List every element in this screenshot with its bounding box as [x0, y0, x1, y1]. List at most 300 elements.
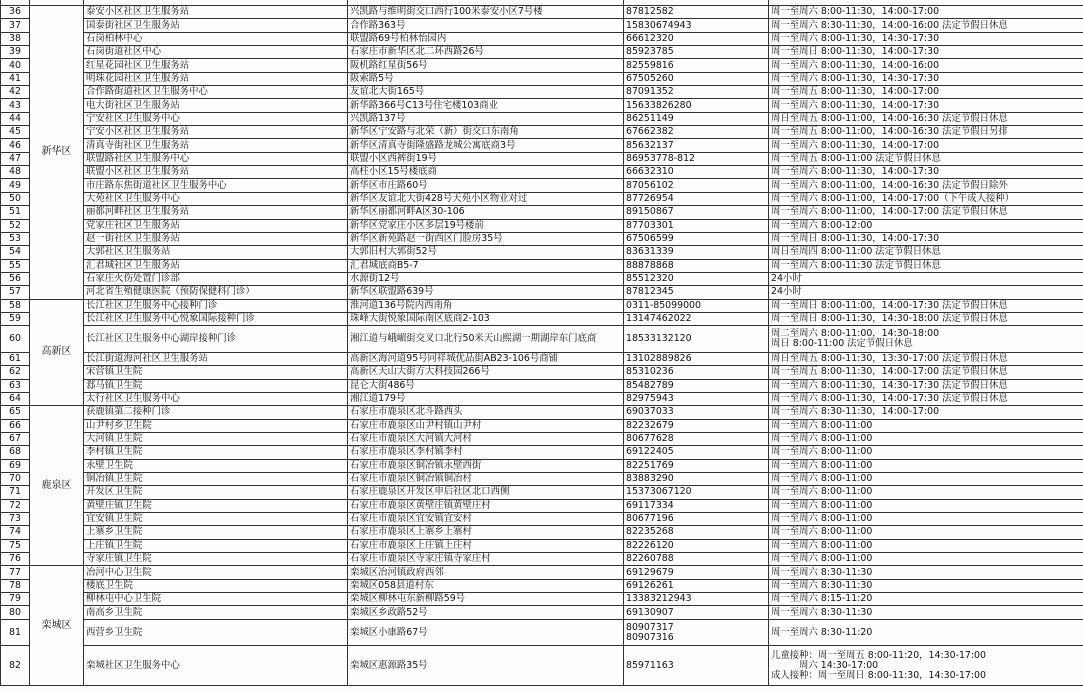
cell-phone: [624, 606, 769, 619]
phone-line: 86953778-812: [626, 152, 695, 164]
phone-line: 89150867: [626, 206, 674, 218]
table-row: [1, 566, 1083, 579]
cell-address: 新华区党家庄小区多层19号楼前: [348, 219, 624, 232]
hours-line: 周一至周六 8:00-11:00: [771, 513, 873, 525]
hours-line: 周一至周六 8:00-11:00: [771, 499, 873, 511]
phone-line: 80907316: [626, 631, 674, 643]
cell-name: 宜安镇卫生院: [84, 512, 348, 525]
cell-no: 68: [1, 446, 30, 459]
cell-no: 55: [1, 259, 30, 272]
cell-no: 65: [1, 406, 30, 419]
cell-phone: [624, 19, 769, 32]
cell-name: 宁安社区卫生服务中心: [84, 112, 348, 125]
cell-no: 61: [1, 352, 30, 365]
cell-address: 高新区海河道95号同祥城优品街AB23-106号商铺: [348, 352, 624, 365]
hours-line: 周一至周六 8:00-11:30，14:00-17:00: [771, 139, 940, 151]
cell-no: 72: [1, 499, 30, 512]
table-row: [1, 432, 1083, 445]
hours-line: 周一至周六 8:00-11:30，14:00-17:00: [771, 6, 940, 18]
cell-name: 石岗柏林中心: [84, 32, 348, 45]
cell-name: 长江社区卫生服务中心湖岸接种门诊: [84, 326, 348, 353]
cell-hours: [769, 72, 1083, 85]
cell-address: 新华区联盟路639号: [348, 286, 624, 299]
hours-line: 周日 8:00-11:00 法定节假日休息: [771, 338, 913, 350]
cell-no: 64: [1, 392, 30, 405]
cell-name: 宁安小区社区卫生服务站: [84, 126, 348, 139]
cell-name: 丽都河畔社区卫生服务站: [84, 206, 348, 219]
phone-line: 80907317: [626, 621, 674, 633]
cell-phone: [624, 179, 769, 192]
cell-hours: [769, 606, 1083, 619]
table-body: [1, 0, 1083, 686]
phone-line: 87812582: [626, 6, 674, 18]
hours-line: 周一至周六 8:00-11:00: [771, 459, 873, 471]
cell-no: 70: [1, 472, 30, 485]
hours-line: 24小时: [771, 286, 802, 298]
cell-name: 大苑社区卫生服务中心: [84, 192, 348, 205]
table-row: [1, 553, 1083, 566]
cell-no: 50: [1, 192, 30, 205]
cell-name: 寺家庄镇卫生院: [84, 553, 348, 566]
phone-line: 80677196: [626, 513, 674, 525]
cell-address: 新华区清真寺街隆盛路龙城公寓底商3号: [348, 139, 624, 152]
table-row: [1, 472, 1083, 485]
cell-no: 67: [1, 432, 30, 445]
cell-name: 长江街道海河社区卫生服务站: [84, 352, 348, 365]
table-row: [1, 179, 1083, 192]
cell-no: 74: [1, 526, 30, 539]
table-row: [1, 579, 1083, 592]
cell-hours: [769, 392, 1083, 405]
phone-line: 85632137: [626, 139, 674, 151]
cell-phone: [624, 646, 769, 686]
table-row: [1, 152, 1083, 165]
cell-phone: [624, 392, 769, 405]
cell-address: 联盟小区西裤街19号: [348, 152, 624, 165]
cell-hours: [769, 246, 1083, 259]
cell-name: 铜冶镇卫生院: [84, 472, 348, 485]
table-row: [1, 646, 1083, 686]
phone-line: 83631339: [626, 246, 674, 258]
hours-line: 周一至周日 8:00-11:00，14:00-17:30 法定节假日休息: [771, 299, 1008, 311]
phone-line: 87703301: [626, 219, 674, 231]
cell-name: 黄壁庄镇卫生院: [84, 499, 348, 512]
hours-line: 周日至周四 8:00-11:00 法定节假日休息: [771, 246, 941, 258]
cell-phone: [624, 32, 769, 45]
cell-address: 水源街12号: [348, 272, 624, 285]
cell-no: 58: [1, 299, 30, 312]
cell-hours: [769, 512, 1083, 525]
cell-phone: [624, 593, 769, 606]
cell-hours: [769, 192, 1083, 205]
cell-no: 42: [1, 86, 30, 99]
cell-hours: [769, 259, 1083, 272]
phone-line: 82260788: [626, 553, 674, 565]
cell-name: 宋营镇卫生院: [84, 366, 348, 379]
hours-line: 周一至周日 8:00-11:30，14:30-18:00 法定节假日休息: [771, 313, 1008, 325]
cell-name: 联盟路社区卫生服务中心: [84, 152, 348, 165]
table-row: [1, 139, 1083, 152]
cell-no: 75: [1, 539, 30, 552]
hours-line: 周一至周六 8:15-11:20: [771, 593, 873, 605]
table-row: [1, 192, 1083, 205]
cell-hours: [769, 272, 1083, 285]
cell-address: 栾城区乡政路52号: [348, 606, 624, 619]
phone-line: 88878868: [626, 259, 674, 271]
hours-line: 周一至周五 8:00-11:30，14:00-17:00 法定节假日休息: [771, 366, 1008, 378]
table-row: [1, 219, 1083, 232]
cell-phone: [624, 526, 769, 539]
phone-line: 85971163: [626, 659, 674, 671]
cell-phone: [624, 566, 769, 579]
hours-line: 周一至周五 8:00-11:30，14:00-17:00: [771, 86, 940, 98]
hours-line: 周日至周五 8:00-11:30，13:30-17:00 法定节假日休息: [771, 353, 1008, 365]
cell-hours: [769, 446, 1083, 459]
cell-phone: [624, 406, 769, 419]
cell-phone: [624, 259, 769, 272]
cell-no: 54: [1, 246, 30, 259]
table-row: [1, 59, 1083, 72]
table-row: [1, 272, 1083, 285]
hours-line: 周一至周六 8:30-11:30: [771, 579, 873, 591]
cell-name: 太行社区卫生服务中心: [84, 392, 348, 405]
cell-name: 赵一街社区卫生服务站: [84, 232, 348, 245]
phone-line: 82235268: [626, 526, 674, 538]
phone-line: 83883290: [626, 473, 674, 485]
cell-phone: [624, 512, 769, 525]
hours-line: 周一至周六 8:30-11:20: [771, 626, 873, 638]
cell-no: 57: [1, 286, 30, 299]
phone-line: 80677628: [626, 433, 674, 445]
cell-no: 62: [1, 366, 30, 379]
cell-address: 石家庄市鹿泉区北斗路西头: [348, 406, 624, 419]
cell-phone: [624, 219, 769, 232]
cell-address: 新华区友谊北大街428号天苑小区物业对过: [348, 192, 624, 205]
hours-line: 周一至周六 8:00-11:30，14:30-17:30: [771, 32, 940, 44]
phone-line: 66632310: [626, 166, 674, 178]
cell-no: 40: [1, 59, 30, 72]
cell-no: 76: [1, 553, 30, 566]
cell-hours: [769, 126, 1083, 139]
cell-hours: [769, 646, 1083, 686]
phone-line: 67662382: [626, 126, 674, 138]
cell-name: 郄马镇卫生院: [84, 379, 348, 392]
cell-name: 柳林屯中心卫生院: [84, 593, 348, 606]
cell-no: 45: [1, 126, 30, 139]
phone-line: 15830674943: [626, 19, 692, 31]
cell-no: 77: [1, 566, 30, 579]
cell-name: 明珠花园社区卫生服务站: [84, 72, 348, 85]
phone-line: 18533132120: [626, 333, 692, 345]
cell-name: 上庄镇卫生院: [84, 539, 348, 552]
district-name-cell: 新华区: [30, 6, 84, 300]
cell-address: 石家庄市鹿泉区上庄镇上庄村: [348, 539, 624, 552]
table-row: [1, 419, 1083, 432]
cell-hours: [769, 152, 1083, 165]
cell-address: 联盟路69号柏林怡园内: [348, 32, 624, 45]
cell-hours: [769, 206, 1083, 219]
phone-line: 82232679: [626, 419, 674, 431]
cell-address: 合作路363号: [348, 19, 624, 32]
table-row: [1, 206, 1083, 219]
table-row: [1, 619, 1083, 646]
table-row: [1, 526, 1083, 539]
cell-phone: [624, 246, 769, 259]
table-row: [1, 19, 1083, 32]
table-row: [1, 46, 1083, 59]
cell-hours: [769, 593, 1083, 606]
hours-line: 周一至周六 8:00-11:00，14:00-17:00 法定节假日休息: [771, 206, 1008, 218]
table-row: [1, 72, 1083, 85]
cell-no: 73: [1, 512, 30, 525]
cell-address: 高新区天山大街方大科技园266号: [348, 366, 624, 379]
hours-line: 周一至周六 8:00-11:30，14:00-17:30: [771, 99, 940, 111]
cell-phone: [624, 326, 769, 353]
cell-phone: [624, 312, 769, 325]
table-row: [1, 459, 1083, 472]
phone-line: 86251149: [626, 112, 674, 124]
cell-phone: [624, 432, 769, 445]
cell-phone: [624, 352, 769, 365]
phone-line: 66612320: [626, 32, 674, 44]
cell-no: 60: [1, 326, 30, 353]
cell-name: 清真寺街社区卫生服务站: [84, 139, 348, 152]
cell-phone: [624, 206, 769, 219]
hours-line: 周一至周六 8:00-11:00: [771, 553, 873, 565]
table-row: [1, 326, 1083, 353]
cell-no: 39: [1, 46, 30, 59]
cell-phone: [624, 192, 769, 205]
cell-address: 新华区宁安路与北荣（新）街交口东南角: [348, 126, 624, 139]
cell-name: 永壁卫生院: [84, 459, 348, 472]
phone-line: 15633826280: [626, 99, 692, 111]
table-row: [1, 606, 1083, 619]
cell-hours: [769, 566, 1083, 579]
hours-line: 周日至周五 8:00-11:00，14:00-16:30 法定节假日休息: [771, 112, 1008, 124]
hours-line: 周一至周六 8:30-11:30: [771, 566, 873, 578]
cell-no: 43: [1, 99, 30, 112]
phone-line: 69117334: [626, 499, 674, 511]
cell-no: 82: [1, 646, 30, 686]
cell-no: 66: [1, 419, 30, 432]
phone-line: 13383212943: [626, 593, 692, 605]
cell-name: 南高乡卫生院: [84, 606, 348, 619]
cell-address: 珠峰大街悦象国际南区底商2-103: [348, 312, 624, 325]
cell-name: 长江社区卫生服务中心悦象国际接种门诊: [84, 312, 348, 325]
cell-hours: [769, 166, 1083, 179]
cell-address: 新华区市庄路60号: [348, 179, 624, 192]
cell-phone: [624, 86, 769, 99]
cell-address: 石家庄市鹿泉区宜安镇宜安村: [348, 512, 624, 525]
hours-line: 周六 14:30-17:00: [799, 659, 879, 671]
hours-line: 周一至周六 8:00-11:00: [771, 446, 873, 458]
cell-phone: [624, 152, 769, 165]
cell-hours: [769, 86, 1083, 99]
cell-hours: [769, 486, 1083, 499]
cell-hours: [769, 619, 1083, 646]
cell-address: 栾城区小康路67号: [348, 619, 624, 646]
hours-line: 周一至周六 8:00-11:30 法定节假日休息: [771, 259, 941, 271]
cell-hours: [769, 99, 1083, 112]
cell-hours: [769, 219, 1083, 232]
cell-no: 51: [1, 206, 30, 219]
cell-name: 大郭社区卫生服务站: [84, 246, 348, 259]
cell-phone: [624, 499, 769, 512]
cell-hours: [769, 19, 1083, 32]
cell-name: 长江社区卫生服务中心接种门诊: [84, 299, 348, 312]
phone-line: 85310236: [626, 366, 674, 378]
cell-name: 汇君城社区卫生服务站: [84, 259, 348, 272]
cell-phone: [624, 112, 769, 125]
hours-line: 周一至周六 8:00-11:30，14:00-17:30 法定节假日休息: [771, 393, 1008, 405]
cell-name: 山尹村乡卫生院: [84, 419, 348, 432]
cell-phone: [624, 99, 769, 112]
phone-line: 69126261: [626, 579, 674, 591]
cell-address: 友谊北大街165号: [348, 86, 624, 99]
cell-phone: [624, 139, 769, 152]
cell-address: 石家庄市鹿泉区上寨乡上寨村: [348, 526, 624, 539]
cell-address: 石家庄市鹿泉区黄壁庄镇黄壁庄村: [348, 499, 624, 512]
cell-name: 西营乡卫生院: [84, 619, 348, 646]
cell-hours: [769, 59, 1083, 72]
cell-no: 56: [1, 272, 30, 285]
phone-line: 82975943: [626, 393, 674, 405]
cell-hours: [769, 459, 1083, 472]
table-row: [1, 99, 1083, 112]
cell-phone: [624, 232, 769, 245]
district-name-cell: 高新区: [30, 299, 84, 406]
cell-address: 汇君城底商B5-7: [348, 259, 624, 272]
phone-line: 87056102: [626, 179, 674, 191]
cell-name: 大河镇卫生院: [84, 432, 348, 445]
cell-name: 获鹿镇第二接种门诊: [84, 406, 348, 419]
phone-line: 87091352: [626, 86, 674, 98]
cell-name: 电大街社区卫生服务站: [84, 99, 348, 112]
cell-hours: [769, 352, 1083, 365]
cell-name: 合作路街道社区卫生服务中心: [84, 86, 348, 99]
cell-address: 阪索路5号: [348, 72, 624, 85]
cell-phone: [624, 166, 769, 179]
cell-hours: [769, 539, 1083, 552]
hours-line: 周一至周六 8:00-11:00: [771, 473, 873, 485]
cell-hours: [769, 379, 1083, 392]
cell-address: 淮河道136号院内西南角: [348, 299, 624, 312]
table-row: [1, 286, 1083, 299]
phone-line: 67506599: [626, 233, 674, 245]
cell-hours: [769, 326, 1083, 353]
cell-address: 栾城区柳林屯东新柳路59号: [348, 593, 624, 606]
hours-line: 周一至周六 8:00-11:30，14:00-17:30: [771, 166, 940, 178]
phone-line: 82559816: [626, 59, 674, 71]
cell-name: 石岗街道社区中心: [84, 46, 348, 59]
phone-line: 13147462022: [626, 313, 692, 325]
cell-phone: [624, 46, 769, 59]
cell-name: 泰安小区社区卫生服务站: [84, 6, 348, 19]
cell-no: 78: [1, 579, 30, 592]
hours-line: 成人接种：周一至周日 8:00-11:30，14:30-17:00: [771, 669, 986, 681]
phone-line: 69037033: [626, 406, 674, 418]
hours-line: 24小时: [771, 273, 802, 285]
hours-line: 周一至周六 8:00-11:00，14:00-17:00（下午成人接种）: [771, 192, 1015, 204]
cell-hours: [769, 312, 1083, 325]
cell-name: 联盟小区社区卫生服务站: [84, 166, 348, 179]
cell-address: 昆仑大街486号: [348, 379, 624, 392]
cell-no: 46: [1, 139, 30, 152]
phone-line: 85923785: [626, 46, 674, 58]
cell-no: 41: [1, 72, 30, 85]
table-row: [1, 352, 1083, 365]
hours-line: 周一至周六 8:00-11:00，14:00-16:30 法定节假日除外: [771, 179, 1008, 191]
table-row: [1, 366, 1083, 379]
cell-no: 44: [1, 112, 30, 125]
cell-hours: [769, 32, 1083, 45]
cell-phone: [624, 59, 769, 72]
cell-address: 栾城区058县道村东: [348, 579, 624, 592]
cell-name: 河北省生殖健康医院（预防保健科门诊）: [84, 286, 348, 299]
cell-address: 石家庄市新华区北二环西路26号: [348, 46, 624, 59]
cell-address: 石家庄鹿泉区开发区申后社区北口西侧: [348, 486, 624, 499]
cell-address: 石家庄市鹿泉区铜冶镇永壁西街: [348, 459, 624, 472]
hours-line: 周一至周六 8:30-11:30，14:00-16:00 法定节假日休息: [771, 19, 1008, 31]
table-row: [1, 499, 1083, 512]
cell-phone: [624, 299, 769, 312]
phone-line: 0311-85099000: [626, 299, 701, 311]
cell-address: 石家庄市鹿泉区寺家庄镇寺家庄村: [348, 553, 624, 566]
cell-name: 市庄路东焦街道社区卫生服务中心: [84, 179, 348, 192]
cell-hours: [769, 472, 1083, 485]
hours-line: 周一至周五 8:00-11:00，14:00-16:30 法定节假日另排: [771, 126, 1008, 138]
cell-hours: [769, 179, 1083, 192]
phone-line: 67505260: [626, 72, 674, 84]
cell-phone: [624, 366, 769, 379]
cell-name: 李村镇卫生院: [84, 446, 348, 459]
cell-address: 栾城区惠源路35号: [348, 646, 624, 686]
cell-phone: [624, 6, 769, 19]
district-name-cell: 鹿泉区: [30, 406, 84, 566]
cell-name: 国泰街社区卫生服务站: [84, 19, 348, 32]
table-row: [1, 86, 1083, 99]
cell-address: 新华路366号C13号住宅楼103商业: [348, 99, 624, 112]
cell-name: 开发区卫生院: [84, 486, 348, 499]
cell-address: 兴凯路与维明街交口西行100米泰安小区7号楼: [348, 6, 624, 19]
phone-line: 87812345: [626, 286, 674, 298]
cell-no: 71: [1, 486, 30, 499]
cell-address: 石家庄市鹿泉区铜冶镇铜冶村: [348, 472, 624, 485]
table-row: [1, 512, 1083, 525]
cell-phone: [624, 539, 769, 552]
table-row: [1, 166, 1083, 179]
cell-no: 80: [1, 606, 30, 619]
cell-phone: [624, 553, 769, 566]
cell-hours: [769, 6, 1083, 19]
cell-address: 石家庄市鹿泉区大河镇大河村: [348, 432, 624, 445]
cell-hours: [769, 526, 1083, 539]
cell-hours: [769, 286, 1083, 299]
cell-no: 49: [1, 179, 30, 192]
phone-line: 69129679: [626, 566, 674, 578]
cell-phone: [624, 379, 769, 392]
table-row: [1, 6, 1083, 19]
cell-no: 48: [1, 166, 30, 179]
phone-line: 15373067120: [626, 486, 692, 498]
district-name-cell: 栾城区: [30, 566, 84, 686]
cell-no: 59: [1, 312, 30, 325]
cell-address: 石家庄市鹿泉区李村镇李村: [348, 446, 624, 459]
cell-address: 石家庄市鹿泉区山尹村镇山尹村: [348, 419, 624, 432]
cell-hours: [769, 553, 1083, 566]
cell-address: 兴凯路137号: [348, 112, 624, 125]
cell-no: 63: [1, 379, 30, 392]
